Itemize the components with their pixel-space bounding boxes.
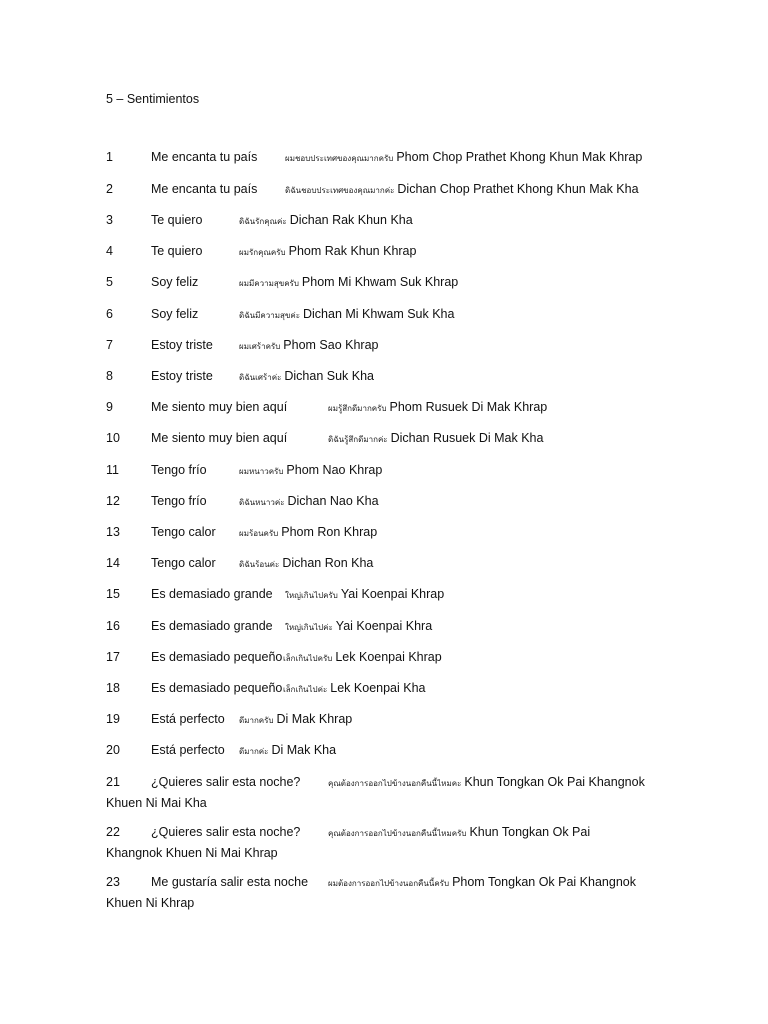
phrase-row — [0, 150, 768, 172]
phrase-row — [0, 525, 768, 547]
row-number: 14 — [106, 556, 120, 570]
spanish-text: Está perfecto — [151, 712, 225, 726]
romanization-text: Khun Tongkan Ok Pai — [469, 825, 591, 839]
thai-text: ดิฉันมีความสุขค่ะ — [239, 311, 300, 320]
phrase-row — [0, 400, 768, 422]
romanization-text: Phom Nao Khrap — [286, 463, 383, 477]
spanish-text: Me gustaría salir esta noche — [151, 875, 309, 889]
thai-text: ดีมากครับ — [239, 716, 274, 725]
spanish-text: Tengo frío — [151, 494, 207, 508]
spanish-text: Es demasiado grande — [151, 619, 273, 633]
thai-text: ดิฉันชอบประเทศของคุณมากค่ะ — [285, 186, 395, 195]
romanization-text: Phom Tongkan Ok Pai Khangnok — [452, 875, 636, 889]
phrase-row — [0, 213, 768, 235]
romanization-text: Di Mak Kha — [271, 743, 337, 757]
thai-text: ดีมากค่ะ — [239, 747, 269, 756]
spanish-text: Te quiero — [151, 213, 203, 227]
romanization-text: Phom Mi Khwam Suk Khrap — [301, 275, 459, 289]
romanization-text: Phom Chop Prathet Khong Khun Mak Khrap — [396, 150, 643, 164]
romanization-continuation: Khangnok Khuen Ni Mai Khrap — [106, 846, 278, 860]
row-number: 8 — [106, 369, 113, 383]
row-number: 13 — [106, 525, 120, 539]
romanization-text: Dichan Ron Kha — [282, 556, 374, 570]
thai-text: ผมต้องการออกไปข้างนอกคืนนี้ครับ — [328, 879, 450, 888]
romanization-text: Phom Rusuek Di Mak Khrap — [389, 400, 548, 414]
row-number: 22 — [106, 825, 120, 839]
phrase-row — [0, 825, 768, 847]
row-number: 4 — [106, 244, 113, 258]
spanish-text: Es demasiado pequeño — [151, 681, 283, 695]
romanization-continuation: Khuen Ni Khrap — [106, 896, 195, 910]
thai-text: คุณต้องการออกไปข้างนอกคืนนี้ไหมคะ — [328, 779, 462, 788]
spanish-text: Es demasiado pequeño — [151, 650, 283, 664]
phrase-row — [0, 307, 768, 329]
spanish-text: ¿Quieres salir esta noche? — [151, 775, 301, 789]
phrase-row — [0, 369, 768, 391]
thai-text: ผมรักคุณครับ — [239, 248, 286, 257]
romanization-text: Phom Rak Khun Khrap — [288, 244, 417, 258]
phrase-row — [0, 244, 768, 266]
row-number: 11 — [106, 463, 119, 477]
row-number: 15 — [106, 587, 120, 601]
romanization-text: Yai Koenpai Khra — [335, 619, 433, 633]
romanization-text: Dichan Rusuek Di Mak Kha — [390, 431, 544, 445]
row-number: 18 — [106, 681, 120, 695]
spanish-text: Tengo calor — [151, 556, 216, 570]
spanish-text: Tengo calor — [151, 525, 216, 539]
spanish-text: ¿Quieres salir esta noche? — [151, 825, 301, 839]
romanization-text: Dichan Nao Kha — [287, 494, 379, 508]
spanish-text: Es demasiado grande — [151, 587, 273, 601]
thai-text: ดิฉันร้อนค่ะ — [239, 560, 280, 569]
row-number: 12 — [106, 494, 120, 508]
spanish-text: Te quiero — [151, 244, 203, 258]
phrase-row — [0, 463, 768, 485]
row-number: 5 — [106, 275, 113, 289]
romanization-text: Dichan Rak Khun Kha — [289, 213, 413, 227]
phrase-row — [0, 712, 768, 734]
thai-text: ใหญ่เกินไปครับ — [285, 591, 338, 600]
row-number: 16 — [106, 619, 120, 633]
romanization-text: Phom Ron Khrap — [281, 525, 378, 539]
romanization-continuation: Khuen Ni Mai Kha — [106, 796, 207, 810]
thai-text: ผมร้อนครับ — [239, 529, 279, 538]
romanization-text: Di Mak Khrap — [276, 712, 353, 726]
thai-text: เล็กเกินไปค่ะ — [283, 685, 328, 694]
spanish-text: Me siento muy bien aquí — [151, 431, 288, 445]
phrase-row — [0, 182, 768, 204]
spanish-text: Está perfecto — [151, 743, 225, 757]
spanish-text: Me siento muy bien aquí — [151, 400, 288, 414]
thai-text: เล็กเกินไปครับ — [283, 654, 333, 663]
spanish-text: Soy feliz — [151, 275, 199, 289]
row-number: 2 — [106, 182, 113, 196]
phrase-row — [0, 494, 768, 516]
row-number: 21 — [106, 775, 120, 789]
phrase-row — [0, 275, 768, 297]
row-number: 6 — [106, 307, 113, 321]
thai-text: ผมหนาวครับ — [239, 467, 284, 476]
romanization-text: Phom Sao Khrap — [283, 338, 379, 352]
romanization-text: Dichan Suk Kha — [284, 369, 375, 383]
phrase-row — [0, 775, 768, 797]
romanization-text: Dichan Mi Khwam Suk Kha — [303, 307, 455, 321]
row-number: 7 — [106, 338, 113, 352]
romanization-text: Lek Koenpai Kha — [330, 681, 426, 695]
spanish-text: Soy feliz — [151, 307, 199, 321]
row-number: 10 — [106, 431, 120, 445]
row-number: 20 — [106, 743, 120, 757]
phrase-row — [0, 743, 768, 765]
phrase-row — [0, 338, 768, 360]
phrase-row — [0, 431, 768, 453]
row-number: 19 — [106, 712, 120, 726]
romanization-text: Khun Tongkan Ok Pai Khangnok — [464, 775, 645, 789]
phrase-row — [0, 587, 768, 609]
spanish-text: Tengo frío — [151, 463, 207, 477]
thai-text: ผมเศร้าครับ — [239, 342, 281, 351]
thai-text: ดิฉันหนาวค่ะ — [239, 498, 285, 507]
thai-text: ผมรู้สึกดีมากครับ — [328, 404, 387, 413]
thai-text: คุณต้องการออกไปข้างนอกคืนนี้ไหมครับ — [328, 829, 467, 838]
thai-text: ใหญ่เกินไปค่ะ — [285, 623, 333, 632]
phrase-row — [0, 681, 768, 703]
spanish-text: Estoy triste — [151, 369, 213, 383]
spanish-text: Estoy triste — [151, 338, 213, 352]
phrase-row — [0, 875, 768, 897]
phrase-row — [0, 619, 768, 641]
romanization-text: Lek Koenpai Khrap — [335, 650, 442, 664]
row-number: 3 — [106, 213, 113, 227]
row-number: 9 — [106, 400, 113, 414]
spanish-text: Me encanta tu país — [151, 150, 258, 164]
thai-text: ดิฉันเศร้าค่ะ — [239, 373, 282, 382]
row-number: 23 — [106, 875, 120, 889]
thai-text: ผมชอบประเทศของคุณมากครับ — [285, 154, 394, 163]
thai-text: ดิฉันรู้สึกดีมากค่ะ — [328, 435, 388, 444]
spanish-text: Me encanta tu país — [151, 182, 258, 196]
phrase-row — [0, 556, 768, 578]
thai-text: ผมมีความสุขครับ — [239, 279, 299, 288]
page-title: 5 – Sentimientos — [106, 92, 200, 106]
thai-text: ดิฉันรักคุณค่ะ — [239, 217, 287, 226]
romanization-text: Dichan Chop Prathet Khong Khun Mak Kha — [397, 182, 639, 196]
romanization-text: Yai Koenpai Khrap — [340, 587, 445, 601]
phrase-row — [0, 650, 768, 672]
row-number: 17 — [106, 650, 120, 664]
row-number: 1 — [106, 150, 113, 164]
